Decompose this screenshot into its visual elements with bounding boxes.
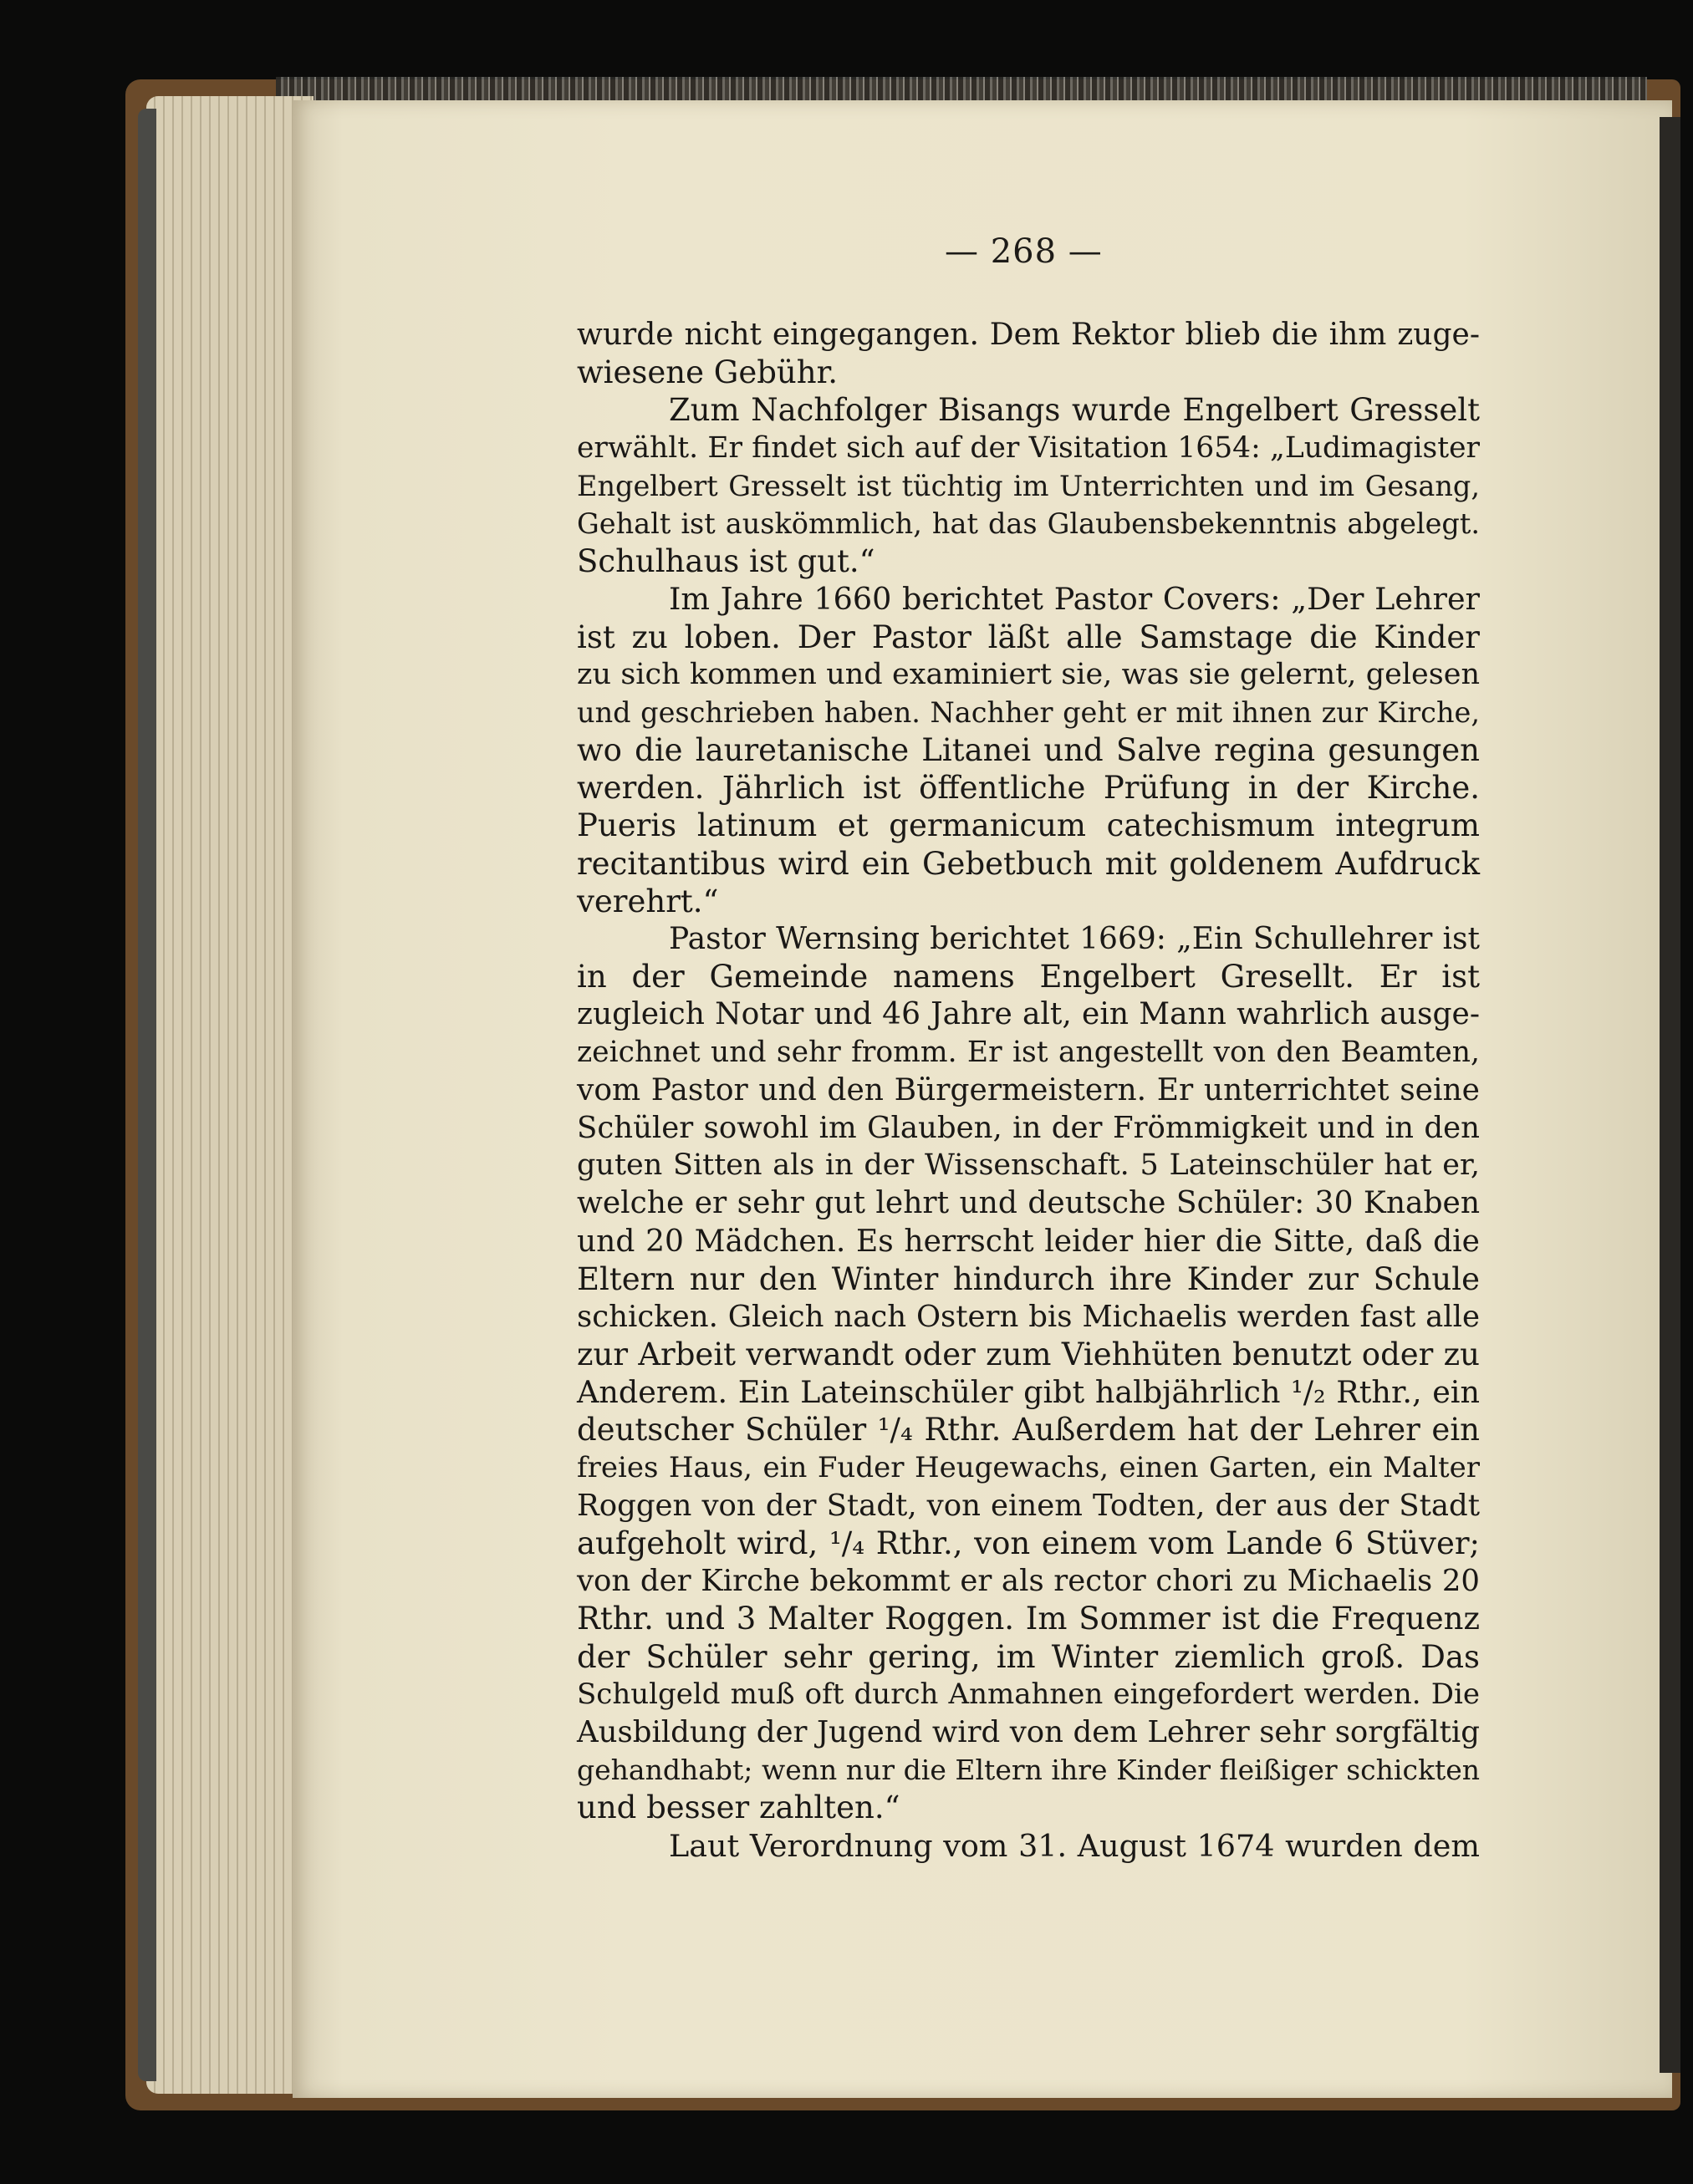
text-line: wiesene Gebühr. (577, 354, 838, 391)
text-line: Rthr. und 3 Malter Roggen. Im Sommer ist die Frequenz (577, 1601, 1480, 1637)
text-line: Pueris latinum et germanicum catechismum integrum (577, 807, 1480, 844)
text-line: Schüler sowohl im Glauben, in der Frömmigkeit und in den (577, 1110, 1480, 1145)
text-line: und 20 Mädchen. Es herrscht leider hier die Sitte, daß die (577, 1224, 1480, 1259)
text-line: zeichnet und sehr fromm. Er ist angestellt von den Beamten, (577, 1035, 1480, 1069)
text-line: zugleich Notar und 46 Jahre alt, ein Mann wahrlich ausge- (577, 997, 1480, 1032)
page-edges (146, 96, 314, 2094)
text-line: Im Jahre 1660 berichtet Pastor Covers: „Der Lehrer (669, 581, 1480, 618)
text-line: Eltern nur den Winter hindurch ihre Kinder zur Schule (577, 1260, 1480, 1297)
book-top-edge (276, 77, 1647, 102)
text-line: und geschrieben haben. Nachher geht er mit ihnen zur Kirche, (577, 695, 1480, 729)
text-line: Zum Nachfolger Bisangs wurde Engelbert Gresselt (669, 392, 1480, 429)
text-line: Pastor Wernsing berichtet 1669: „Ein Schullehrer ist (669, 922, 1480, 956)
text-line: Laut Verordnung vom 31. August 1674 wurden dem (669, 1827, 1480, 1864)
text-line: gehandhabt; wenn nur die Eltern ihre Kinder fleißiger schickten (577, 1754, 1480, 1787)
body-text (577, 316, 1480, 1865)
text-line: wo die lauretanische Litanei und Salve regina gesungen (577, 732, 1480, 769)
text-line: vom Pastor und den Bürgermeistern. Er unterrichtet seine (577, 1072, 1480, 1107)
text-line: verehrt.“ (577, 883, 719, 919)
text-line: der Schüler sehr gering, im Winter ziemlich groß. Das (577, 1638, 1480, 1675)
text-line: Engelbert Gresselt ist tüchtig im Unterrichten und im Gesang, (577, 469, 1480, 502)
text-line: recitantibus wird ein Gebetbuch mit goldenem Aufdruck (577, 845, 1480, 882)
text-line: und besser zahlten.“ (577, 1789, 900, 1826)
text-line: wurde nicht eingegangen. Dem Rektor blieb die ihm zuge- (577, 318, 1480, 352)
text-line: aufgeholt wird, ¹/₄ Rthr., von einem vom Lande 6 Stüver; (577, 1525, 1480, 1561)
text-line: Schulgeld muß oft durch Anmahnen eingefordert werden. Die (577, 1677, 1480, 1711)
text-line: guten Sitten als in der Wissenschaft. 5 Lateinschüler hat er, (577, 1148, 1480, 1183)
text-line: Schulhaus ist gut.“ (577, 543, 875, 580)
gutter-shadow (1660, 117, 1680, 2073)
text-line: schicken. Gleich nach Ostern bis Michaelis werden fast alle (577, 1299, 1480, 1334)
text-line: ist zu loben. Der Pastor läßt alle Samstage die Kinder (577, 619, 1480, 655)
text-line: deutscher Schüler ¹/₄ Rthr. Außerdem hat der Lehrer ein (577, 1412, 1480, 1448)
text-line: welche er sehr gut lehrt und deutsche Schüler: 30 Knaben (577, 1186, 1480, 1221)
text-line: freies Haus, ein Fuder Heugewachs, einen Garten, ein Malter (577, 1450, 1480, 1484)
text-line: Anderem. Ein Lateinschüler gibt halbjährlich ¹/₂ Rthr., ein (577, 1374, 1480, 1411)
book-spine-edge (138, 109, 156, 2081)
text-line: Roggen von der Stadt, von einem Todten, der aus der Stadt (577, 1488, 1480, 1523)
page-number: — 268 — (945, 232, 1103, 271)
text-line: in der Gemeinde namens Engelbert Gresellt. Er ist (577, 959, 1480, 995)
text-line: zu sich kommen und examiniert sie, was sie gelernt, gelesen (577, 657, 1480, 691)
text-line: werden. Jährlich ist öffentliche Prüfung in der Kirche. (577, 770, 1480, 807)
text-line: Gehalt ist auskömmlich, hat das Glaubensbekenntnis abgelegt. (577, 507, 1480, 540)
text-line: zur Arbeit verwandt oder zum Viehhüten benutzt oder zu (577, 1336, 1480, 1373)
text-line: Ausbildung der Jugend wird von dem Lehrer sehr sorgfältig (577, 1714, 1480, 1749)
text-line: erwählt. Er findet sich auf der Visitation 1654: „Ludimagister (577, 430, 1480, 465)
text-line: von der Kirche bekommt er als rector chori zu Michaelis 20 (577, 1564, 1480, 1599)
